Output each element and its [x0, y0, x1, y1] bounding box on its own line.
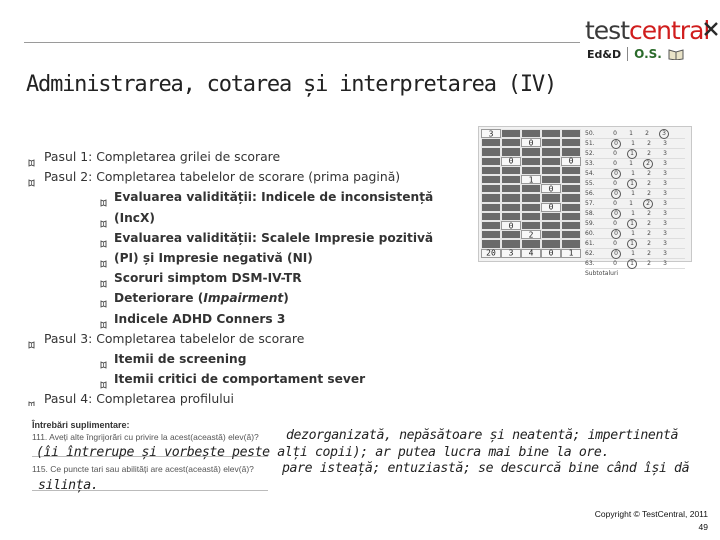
- list-item-text: Scoruri simptom DSM-IV-TR: [114, 271, 302, 286]
- score-item-row: [585, 159, 685, 169]
- logo-wordmark: testcentral: [585, 16, 710, 45]
- score-option: 3: [663, 220, 667, 227]
- score-option: 0: [611, 229, 621, 239]
- score-option: 2: [647, 190, 651, 197]
- score-grid-image: [478, 126, 692, 277]
- score-option: 2: [647, 180, 651, 187]
- supplementary-questions: [0, 406, 700, 506]
- score-option: 2: [647, 230, 651, 237]
- score-items: [585, 129, 685, 278]
- book-icon: [668, 48, 684, 60]
- grid-cell: [501, 175, 521, 184]
- score-item-row: [585, 229, 685, 239]
- grid-cell: [501, 239, 521, 248]
- handwritten-answer-115-line1: pare isteață; entuziastă; se descurcă bine când își dă: [282, 461, 690, 476]
- score-item-row: [585, 189, 685, 199]
- score-option: 2: [647, 220, 651, 227]
- partner-edd: Ed&D: [587, 47, 622, 61]
- grid-cell: [521, 239, 541, 248]
- list-item-text: Pasul 2: Completarea tabelelor de scorare (prima pagină): [44, 169, 401, 185]
- score-item-number: 55.: [585, 180, 595, 187]
- list-item-text: [114, 288, 289, 308]
- grid-cell: [561, 175, 581, 184]
- score-grid: [481, 129, 581, 259]
- score-option: 0: [613, 240, 617, 247]
- list-item-text-emphasis: Impairment: [203, 291, 284, 306]
- score-item-row: [585, 149, 685, 159]
- score-item-row: [585, 239, 685, 249]
- score-option: 1: [631, 210, 635, 217]
- grid-mark: 20: [486, 248, 496, 258]
- grid-cell: [521, 203, 541, 212]
- score-option: 2: [647, 260, 651, 267]
- grid-cell: [501, 157, 521, 166]
- grid-mark: 2: [528, 230, 534, 240]
- score-option: 2: [647, 240, 651, 247]
- grid-cell: [481, 230, 501, 239]
- score-option: 1: [631, 230, 635, 237]
- grid-cell: [521, 184, 541, 193]
- grid-cell: [541, 129, 561, 138]
- bullet-icon: [100, 294, 107, 302]
- bullet-icon: [100, 274, 107, 282]
- grid-cell: [521, 249, 541, 258]
- footer: [595, 508, 708, 534]
- bullet-icon: [28, 153, 35, 161]
- grid-cell: [481, 147, 501, 156]
- score-option: 3: [663, 250, 667, 257]
- list-item-text: (PI) și Impresie negativă (NI): [114, 250, 313, 265]
- score-option: 0: [613, 220, 617, 227]
- grid-cell: [501, 193, 521, 202]
- score-option: 0: [613, 200, 617, 207]
- list-item-text: Itemii critici de comportament sever: [114, 372, 366, 387]
- grid-cell: [561, 184, 581, 193]
- grid-cell: [481, 249, 501, 258]
- grid-cell: [541, 193, 561, 202]
- grid-cell: [481, 175, 501, 184]
- handwritten-answer-115-line2: silința.: [38, 478, 99, 493]
- grid-cell: [541, 147, 561, 156]
- grid-cell: [521, 157, 541, 166]
- grid-cell: [501, 138, 521, 147]
- score-item-row: [585, 249, 685, 259]
- bullet-icon: [28, 173, 35, 181]
- grid-cell: [561, 147, 581, 156]
- score-option: 0: [613, 180, 617, 187]
- score-item-row: [585, 209, 685, 219]
- bullet-icon: [100, 193, 107, 201]
- list-item: [28, 248, 468, 268]
- score-option: 1: [627, 149, 637, 159]
- grid-mark: 0: [548, 202, 554, 212]
- score-option: 1: [631, 190, 635, 197]
- grid-cell: [541, 203, 561, 212]
- grid-mark: 3: [508, 248, 514, 258]
- score-option: 0: [613, 150, 617, 157]
- score-option: 1: [631, 250, 635, 257]
- grid-cell: [521, 166, 541, 175]
- score-option: 1: [629, 130, 633, 137]
- score-option: 2: [647, 210, 651, 217]
- list-item: [28, 329, 468, 349]
- score-item-number: 62.: [585, 250, 595, 257]
- score-option: 1: [627, 179, 637, 189]
- score-option: 3: [663, 260, 667, 267]
- list-item: [28, 369, 468, 389]
- bullet-icon: [100, 375, 107, 383]
- score-option: 0: [611, 249, 621, 259]
- grid-cell: [561, 230, 581, 239]
- score-item-row: [585, 179, 685, 189]
- score-item-number: 56.: [585, 190, 595, 197]
- grid-cell: [541, 138, 561, 147]
- score-option: 3: [663, 150, 667, 157]
- grid-cell: [541, 175, 561, 184]
- grid-cell: [561, 203, 581, 212]
- list-item: [28, 208, 468, 228]
- grid-cell: [501, 147, 521, 156]
- grid-cell: [561, 239, 581, 248]
- score-item-row: [585, 129, 685, 139]
- score-item-row: [585, 259, 685, 269]
- list-item: [28, 147, 468, 167]
- grid-cell: [501, 203, 521, 212]
- list-item-text: Itemii de screening: [114, 351, 247, 366]
- score-option: 3: [663, 180, 667, 187]
- score-option: 2: [643, 199, 653, 209]
- grid-cell: [561, 166, 581, 175]
- grid-cell: [501, 249, 521, 258]
- bullet-icon: [28, 335, 35, 343]
- grid-cell: [481, 157, 501, 166]
- bullet-icon: [100, 254, 107, 262]
- grid-mark: 1: [568, 248, 574, 258]
- score-item-row: [585, 169, 685, 179]
- grid-cell: [481, 166, 501, 175]
- score-item-number: 50.: [585, 130, 595, 137]
- score-option: 0: [611, 169, 621, 179]
- score-option: 2: [647, 250, 651, 257]
- score-item-number: 54.: [585, 170, 595, 177]
- score-option: 2: [643, 159, 653, 169]
- list-item: [28, 288, 468, 308]
- grid-cell: [541, 249, 561, 258]
- list-item-text: Pasul 3: Completarea tabelelor de scorare: [44, 330, 305, 346]
- list-item: [28, 187, 468, 207]
- grid-mark: 1: [528, 175, 534, 185]
- score-item-row: [585, 199, 685, 209]
- grid-mark: 0: [548, 184, 554, 194]
- score-option: 0: [611, 209, 621, 219]
- grid-cell: [481, 129, 501, 138]
- grid-cell: [501, 166, 521, 175]
- grid-cell: [541, 239, 561, 248]
- bullet-icon: [100, 355, 107, 363]
- question-111: 111. Aveți alte îngrijorări cu privire la acest(aceastǎ) elev(ǎ)?: [32, 432, 259, 442]
- grid-cell: [561, 249, 581, 258]
- grid-mark: 0: [508, 221, 514, 231]
- bullet-icon: [100, 234, 107, 242]
- grid-cell: [541, 166, 561, 175]
- list-item-text: Pasul 4: Completarea profilului: [44, 391, 234, 407]
- grid-cell: [541, 212, 561, 221]
- score-option: 1: [629, 200, 633, 207]
- score-option: 1: [627, 219, 637, 229]
- score-option: 3: [663, 160, 667, 167]
- score-item-number: 51.: [585, 140, 595, 147]
- score-option: 2: [647, 140, 651, 147]
- grid-cell: [521, 175, 541, 184]
- score-item-number: 61.: [585, 240, 595, 247]
- score-option: 0: [613, 260, 617, 267]
- score-item-number: 59.: [585, 220, 595, 227]
- score-option: 3: [663, 230, 667, 237]
- grid-mark: 0: [508, 156, 514, 166]
- grid-cell: [481, 193, 501, 202]
- grid-cell: [501, 221, 521, 230]
- grid-cell: [521, 147, 541, 156]
- logo-x-mark: [704, 22, 718, 36]
- grid-cell: [481, 212, 501, 221]
- list-item-text: Pasul 1: Completarea grilei de scorare: [44, 149, 281, 164]
- bullet-icon: [28, 395, 35, 403]
- list-item-text: (IncX): [114, 210, 155, 225]
- grid-cell: [561, 221, 581, 230]
- grid-cell: [481, 221, 501, 230]
- grid-cell: [521, 129, 541, 138]
- grid-cell: [521, 230, 541, 239]
- grid-cell: [561, 157, 581, 166]
- list-item: [28, 167, 468, 187]
- score-subtotal-label: Subtotaluri: [585, 270, 619, 277]
- grid-cell: [561, 193, 581, 202]
- score-option: 1: [627, 239, 637, 249]
- logo-partners: [587, 45, 684, 63]
- score-option: 1: [627, 259, 637, 269]
- grid-cell: [481, 138, 501, 147]
- grid-mark: 0: [548, 248, 554, 258]
- score-item-number: 58.: [585, 210, 595, 217]
- score-option: 3: [663, 170, 667, 177]
- bullet-icon: [100, 315, 107, 323]
- list-item-text: Evaluarea validității: Indicele de inconsistență: [114, 190, 434, 205]
- grid-cell: [521, 193, 541, 202]
- list-item: [28, 309, 468, 329]
- score-option: 0: [611, 189, 621, 199]
- question-115: 115. Ce puncte tari sau abilități are acest(aceastǎ) elev(ǎ)?: [32, 464, 254, 474]
- grid-cell: [501, 129, 521, 138]
- list-item: [28, 349, 468, 369]
- score-option: 1: [631, 140, 635, 147]
- grid-cell: [541, 221, 561, 230]
- grid-mark: 4: [528, 248, 534, 258]
- score-option: 3: [659, 129, 669, 139]
- page-number: 49: [698, 522, 708, 532]
- grid-cell: [561, 138, 581, 147]
- list-item: [28, 228, 468, 248]
- list-item-text: Indicele ADHD Conners 3: [114, 311, 286, 326]
- grid-cell: [561, 212, 581, 221]
- score-item-number: 52.: [585, 150, 595, 157]
- score-item-number: 57.: [585, 200, 595, 207]
- score-option: 3: [663, 190, 667, 197]
- score-option: 3: [663, 140, 667, 147]
- list-item-text-part: Deteriorare (: [114, 291, 204, 306]
- grid-cell: [541, 157, 561, 166]
- partner-os: O.S.: [634, 47, 662, 61]
- slide-body-list: [28, 147, 468, 409]
- score-item-number: 60.: [585, 230, 595, 237]
- score-option: 1: [629, 160, 633, 167]
- header-divider: [24, 42, 580, 43]
- list-item: [28, 268, 468, 288]
- score-option: 3: [663, 240, 667, 247]
- grid-cell: [501, 230, 521, 239]
- score-option: 0: [613, 160, 617, 167]
- score-item-number: 53.: [585, 160, 595, 167]
- score-item-row: [585, 139, 685, 149]
- testcentral-logo: [585, 16, 720, 72]
- score-item-number: 63.: [585, 260, 595, 267]
- grid-cell: [501, 184, 521, 193]
- score-option: 3: [663, 200, 667, 207]
- partner-separator: [627, 47, 628, 61]
- grid-cell: [481, 239, 501, 248]
- score-option: 0: [613, 130, 617, 137]
- list-item-text: Evaluarea validității: Scalele Impresie pozitivă: [114, 230, 434, 245]
- grid-mark: 3: [488, 129, 494, 139]
- copyright-text: Copyright © TestCentral, 2011: [594, 509, 708, 519]
- grid-mark: 0: [528, 138, 534, 148]
- slide-title: Administrarea, cotarea și interpretarea (IV): [26, 72, 556, 97]
- grid-cell: [541, 184, 561, 193]
- bullet-icon: [100, 214, 107, 222]
- grid-mark: 0: [568, 156, 574, 166]
- grid-cell: [521, 138, 541, 147]
- score-option: 2: [647, 150, 651, 157]
- score-option: 2: [647, 170, 651, 177]
- score-option: 1: [631, 170, 635, 177]
- handwritten-answer-111-line2: (îi întrerupe și vorbește peste alți copii); ar putea lucra mai bine la ore.: [36, 445, 610, 460]
- grid-cell: [561, 129, 581, 138]
- list-item-text-part: ): [283, 291, 289, 306]
- score-option: 3: [663, 210, 667, 217]
- score-option: 2: [645, 130, 649, 137]
- grid-cell: [521, 221, 541, 230]
- handwritten-answer-111-line1: dezorganizată, nepăsătoare și neatentă; impertinentă: [286, 428, 679, 443]
- grid-cell: [521, 212, 541, 221]
- grid-cell: [481, 203, 501, 212]
- score-option: 0: [611, 139, 621, 149]
- grid-cell: [481, 184, 501, 193]
- grid-cell: [541, 230, 561, 239]
- grid-cell: [501, 212, 521, 221]
- supplementary-heading: Întrebări suplimentare:: [32, 420, 130, 430]
- score-item-row: [585, 219, 685, 229]
